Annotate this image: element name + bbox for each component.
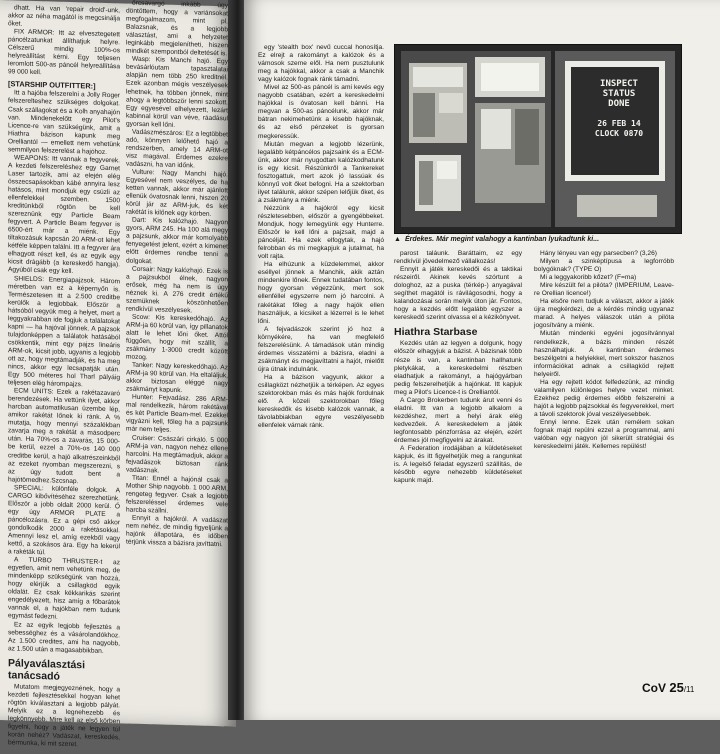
paragraph: Kezdés után az legyen a dolgunk, hogy először elhagyjuk a bázist. A bázisnak több része is van, a kantinban hallhatunk pletykákat, a kereskedelmi részben eladhatjuk a rakományt, a hajógyárban pedig felszerelhetjük a hajónkat. Itt kapjuk meg a Pilot's Licence-t is Orelliantól. bbox=[394, 340, 522, 396]
paragraph: őrcsavargó inkább úgy döntöttem, hogy a variánsokat megfogalmazom, mint pl. Balazsnak, és a legjobb választást, ami a helyzetet leginkább megjelenítheti, hiszen mindkét szempontból deltetését is. bbox=[126, 0, 228, 58]
paragraph: Nézzünk a hajókról egy kicsit részletesebben, először a gyengébbeket. Mondjuk, hogy lemegyünk egy Hunterre. Először le kell lőni a pajzsait, majd a páncélját. Ha ezek elfogytak, a hajó felrobban és mi megkapjuk a jutalmat, ha volt rajta. bbox=[258, 204, 384, 261]
paragraph: Ha a bázison vagyunk, akkor a csillagközt nézhetjük a térképen. Az egyes szektorokban más és más hajók fordulnak elő. A közeli szektorokban főleg kereskedők és kisebb kalózok vannak, a távolabbiakban egyre veszélyesebb ellenfelek várnak ránk. bbox=[258, 373, 384, 430]
paragraph: WEAPONS: Itt vannak a fegyverek. A kezdeti felszereléshez egy Garnet Laser tartozik, ami az elején elég összecsapásokban kábé annyira lesz hatásos, mint mondjuk egy csúzli az ellenfelekkel szemben. 1500 kreditünkből rögtön be kell szereznünk egy Particle Beam fegyvert. A Particle Beam fegyver is 6500-ért már a miénk. Egy tiltakozásuk kapcsán 20 ARM-ot lehet kétféle képpen találni. Itt a fegyver ára elhagyott részt kell, és az egyik egy kicsit drágább (a kereskedő hangja). Agyúból csak egy kell. bbox=[8, 154, 120, 276]
paragraph: Milyen a szinképtípusa a legforróbb bolygóknak? (TYPE O) bbox=[534, 258, 674, 274]
folio-issue: 25 bbox=[669, 680, 684, 695]
paragraph: Hány lényeu van egy parsecben? (3,26) bbox=[540, 250, 657, 257]
paragraph: Ennyi lenne. Ezek után remélem sokan fognak majd repülni ezzel a programmal, ami valóban egy nagyon jól sikerült stratégiai és kereskedelmi játék. Kellemes repülést! bbox=[534, 418, 674, 451]
folio-magazine: CoV bbox=[642, 681, 666, 695]
paragraph: A Federation irodájában a küldetéseket kapjuk, és itt figyelhetjük meg a rangunkat is. A legelső feladat egyszerű szállítás, de később egyre nehezebb küldetéseket kapunk majd. bbox=[394, 445, 522, 485]
screen-text-line1: INSPECT bbox=[600, 79, 638, 89]
section-heading: Pályaválasztási tanácsadó bbox=[8, 656, 86, 683]
paragraph: Miután megvan a legjobb lézerünk, legalább kétpáncélos pajzsaink és a ECM-ünk, akkor már nyugodtan kalózkodhatunk is egy kicsit. Részünkről a Tankereket fosztogattuk, mert azok jó lassúak és könnyű volt őket befogni. Ha a szektorban ilyet találunk, akkor szépen lelőjük őket, és a zsákmány a miénk. bbox=[258, 140, 384, 204]
paragraph: Itt a hajóba felszerelni a Jolly Roger felszerelteshez szükséges dolgokat. Csak szállagokat és a Kolh anyahajón van. Mindenekelőtt egy Pilot's Licence-re van szükségünk, amit a Hiathra bázison kapunk meg Orelliantól — emellett nem vehetünk semmilyen felszerelést a hajóhoz. bbox=[8, 89, 120, 156]
section-heading: Hiathra Starbase bbox=[394, 326, 478, 339]
left-page bbox=[0, 0, 236, 749]
screen-clock: CLOCK 0870 bbox=[594, 129, 644, 138]
left-page-column-1 bbox=[8, 4, 120, 749]
paragraph: SPECIAL: különféle dolgok. A CARGO kibővítéséhez szerezhetünk. Először a jobb oldalt 2000 kerül. Ő egy úgy ARMOR PLATE a páncélozásra. Ez a gépi cső akkor gondolkodik 2000 a rakétásokkal. Amennyi lesz el, amíg ezekből vagy kettő, a szokásos ára. Egy ha lekerül a rakéták túl. bbox=[8, 484, 120, 557]
paragraph: Miután mindenki egyéni jogosítvánnyal rendelkezik, a bázis minden részét használhatjuk. A kantinban érdemes beszélgetni a helyiekkel, mert sokszor hasznos információkat adnak a csillagköd rejtett helyeiről. bbox=[534, 330, 674, 378]
right-page bbox=[244, 0, 720, 720]
paragraph: Mutatom megjegyeznének, hogy a kezdeti fejlesztésekkel hogyan lehet rögtön kiválasztani a legjobb pályát. Melyik ez a legnehezebb és legkönnyebb. Mire kell az első körben figyelni, hogy a játék ne legyen túl korán nehéz? Vadászat, kereskedés, bérmunka, ki mit szeret. bbox=[8, 683, 120, 749]
right-page-column-1 bbox=[258, 44, 384, 716]
paragraph: Vadászmészáros: Ez a legtöbbet adó, könnyen lelőhető hajó a rendszerben, amely 14 ARM-ot visz magával. Érdemes ezekre vadászni, ha van időnk. bbox=[126, 128, 228, 170]
section-heading: [STARSHIP OUTFITTER:] bbox=[8, 79, 96, 92]
paragraph: egy 'stealth box' nevű cuccal honosítja. Ez elrejt a rakományt a kalózok és a vámosok szeme elől. Ha nem pusztulunk meg a hajókkal, akkor a csak a Manchik vagy kalózok fognak ránk támadni. bbox=[258, 44, 384, 84]
paragraph: dhatt. Ha van 'repair droid'-unk, akkor az néha magától is megcsinálja őket. bbox=[8, 4, 120, 28]
paragraph: A Cargo Brokerben tudunk árut venni és eladni. Itt van a legjobb alkalom a kezdéshez, mert a helyi árak elég kedvezőek. A kereskedelem a játék legfontosabb pénzforrása az elején, ezért érdemes jól megfigyelni az árakat. bbox=[394, 396, 522, 444]
paragraph: A fejvadászok szerint jó hoz a környékére, ha van megfelelő felszerelésünk. A támadások után mindig érdemes visszatérni a bázisra, eladni a zsákmányt és megjavíttatni a hajót, mielőtt újra útnak indulnánk. bbox=[258, 325, 384, 373]
screen-date: 26 FEB 14 bbox=[597, 119, 641, 128]
paragraph: Ha egy rejtett kódot felfedezünk, az mindig valamilyen különleges helyre vezet minket. Ezekhez pedig érdemes előbb felszerelni a hajót a legjobb pajzsokkal és fegyverekkel, mert a távoli szektorok jóval veszélyesebbek. bbox=[534, 378, 675, 418]
paragraph: Mivel az 500-as páncél is ami kevés egy nagyobb csatában, ezért a kereskedelmi hajókkal is óvatosan kell bánni. Ha megvan a 500-as páncélunk, akkor már bátran nekimehetünk a kisebb hajóknak, és az első pénzeket is gyorsan megkeressük. bbox=[258, 84, 384, 140]
paragraph: Corsair: Nagy kalózhajó. Ezek is a pajzsukból élnek, nagyon erősek, még ha nem is úgy néznek ki. A 276 credit értékű szemüknek köszönhetően rendkívül veszélyesek. bbox=[126, 265, 228, 315]
paragraph: parost taláunk. Baráttaim, ez egy rendkívül jövedelmező vállalkozás! bbox=[394, 250, 522, 266]
game-screenshot-scene bbox=[395, 45, 681, 233]
paragraph: Titan: Ennél a hajónál csak a Mother Ship nagyobb. 1 000 ARM, rengeteg fegyver. Csak a legjobb felszereléssel érdemes vele harcba szállni. bbox=[126, 474, 228, 515]
paragraph: Dart: Kis kalózhajó. Nagyon gyors, ARM 245. Ha 100 alá megy a pajzsunk, akkor már komolyabb fenyegetést jelent, ezért a kimenet előtt érdemes rendbe tenni a dolgokat. bbox=[126, 216, 228, 265]
page-folio bbox=[642, 680, 694, 695]
right-page-column-2 bbox=[394, 250, 522, 716]
screen-text-line2: STATUS bbox=[602, 89, 636, 99]
paragraph: ECM UNITS: Ezek a rakétazavaró berendezések. Ha vettünk ilyet, akkor harcban automatikusan üzembe lép, amikor rakétát lőnek ki ránk. A % mutatja, hogy mennyi százalékban zavarja meg a rakétát a másodperc után. Ha 70%-os a zavarás, 15 000-be kerül, ezzel a 70%-os 140 000 creditbe kerül, a hajó alkatrészeinkből az ezeket nyomban megszerezni, s az úgy tudott bent a hajótömedhez.Szcsnap. bbox=[8, 387, 120, 485]
paragraph: Cruiser: Császári cirkáló. 5 000 ARM-ja van, nagyon nehéz ellene harcolni. Ha megtámadjuk, akkor a fejvadászok biztosan ránk vadásznak. bbox=[126, 434, 228, 475]
photo-caption bbox=[394, 234, 684, 246]
right-page-column-3 bbox=[534, 250, 674, 716]
photo-caption-text: Érdekes. Már megint valahogy a kantinban lyukadtunk ki... bbox=[404, 236, 600, 243]
paragraph: Tanker: Nagy kereskedőhajó. Az ARM-ja 90 körül van. Ha eltaláljuk, akkor biztosan eléggé nagy zsákmányt kapunk. bbox=[126, 361, 228, 395]
paragraph: A TURBO THRUSTER-t az egyetlen, amit nem vehetünk meg, de mindenképp szükségünk van hozzá, hogy elérjük a csillagköd egyik oldalát. Ez csak kékkarikás szerint engedélyezett, hisz amíg a főbarátok vannak el, a hajókban nem tudunk egymást fedezni. bbox=[8, 556, 120, 622]
screen-text-line3: DONE bbox=[608, 99, 630, 109]
paragraph: SHIELDS: Energiapajzsok. Három méretben van ez a képernyőn is. Természetesen itt a 2.500 creditbe kerülők a legjobbak. Először a hátsóból vegyük meg a helyet, mert a leggyakrabban ide fogjuk a találatokat kapni — ha hajóval jönnek. A pajzsok tulajdonképpen a találatok hatásából csökkentik, mint egy pajzs lineáris ARM-ok, kicsit jobb, ugyanis a legjobb ott az, hogy megtámadják, és ha meg nincs, akkor egy lecsapatják után. Egy 500 méteres hol Tharl pályáig teljesen elég hárompajzs. bbox=[8, 274, 120, 389]
folio-page: /11 bbox=[683, 685, 695, 694]
paragraph: Ha elsőre nem tudjuk a választ, akkor a játék újra megkérdezi, de a kérdés mindig ugyanaz marad. A helyes válaszok után a pilóta jogosítvány a miénk. bbox=[534, 298, 674, 330]
paragraph: Mi a leggyakoribb kőzet? (F=ma) bbox=[540, 274, 637, 282]
paragraph: Ez az egyik legjobb fejlesztés a sebességhez és a vásárolandókhoz. Az 1.500 credites, ami ha nagyobb, az 1.500 után a magasabbikban. bbox=[8, 620, 120, 655]
left-page-column-2 bbox=[126, 0, 228, 726]
paragraph: Scow: Kis kereskedőhajó. Az ARM-ja 60 körül van, így pillanatok alatt le lehet lőni őket. Attól függően, hogy mit szállít, a zsákmány 1-3000 credit között mozog. bbox=[126, 313, 228, 362]
game-screen-overlay bbox=[579, 79, 659, 139]
caption-triangle-icon: ▲ bbox=[394, 236, 401, 243]
paragraph: Mire készült fel a pilóta? (IMPERIUM, Leave-re Orellian licence!) bbox=[534, 282, 674, 298]
paragraph: FIX ARMOR: Itt az elvesztegetett páncélzatunkat állíthatjuk helyre. Célszerű mindig 100%-os helyreállítást kérni. Egy teljesen leromlott 500-as páncél helyreállítása 99 000 kell. bbox=[8, 28, 120, 77]
paragraph: Hunter: Fejvadász. 286 ARM-mal rendelkezik, három rakétával és két Particle Beam-mel. Ezekkel vigyázni kell, főleg ha a pajzsunk már nem teljes. bbox=[126, 393, 228, 435]
paragraph: Ennyit a hajókról. A vadászat nem nehéz, de mindig figyeljünk a hajónk állapotára, és időben térjünk vissza a bázisra javíttatni. bbox=[126, 514, 228, 549]
paragraph: Ha elhúzunk a küzdelemmel, akkor eséllyel jönnek a Manchik, akik aztán mindenkire lőnek. Ennek tudatában fontos, hogy gyorsan végezzünk, mert sok ellenféllel egyszerre nem jó harcolni. A rakétákat főleg a nagy hajók ellen használjuk, a kicsiket a lézerrel is le lehet lőni. bbox=[258, 261, 384, 325]
game-screenshot-photo bbox=[394, 44, 682, 234]
paragraph: Wasp: Kis Manchi hajó. Egy bevásárlóutam tapasztalatai alapján nem több 250 kreditnél. Ezek azonban mégis veszélyesek lehetnek, ha többen jönnek, mint ahogy a legtöbbször lenni szokott. Egy egyesével elhelyezett, lezárt kabinnal körül van véve, ráadásul gyorsan kell lőni. bbox=[126, 56, 228, 129]
paragraph: Vulture: Nagy Manchi hajó. Egyesével nem veszélyes, de ha ketten vannak, akkor már ajánlott ellenük óvatosnak lenni, hiszen 20 körül jár az ARM-juk, és két rakétát is kilőnek egy körben. bbox=[126, 168, 228, 219]
paragraph: Ennyit a játék kereskedői és a taktikai részeiről. Akinek kevés szórtunt a dologhoz, az a puska (térkép-) anyagával segíthet magától is rávilágosodni, hogy a kalandozásai során melyik úton jár. Fontos, hogy a kezdés előtt legalább egyszer a kereskedő szerint olvassa el a kézikönyvet. bbox=[394, 266, 522, 322]
